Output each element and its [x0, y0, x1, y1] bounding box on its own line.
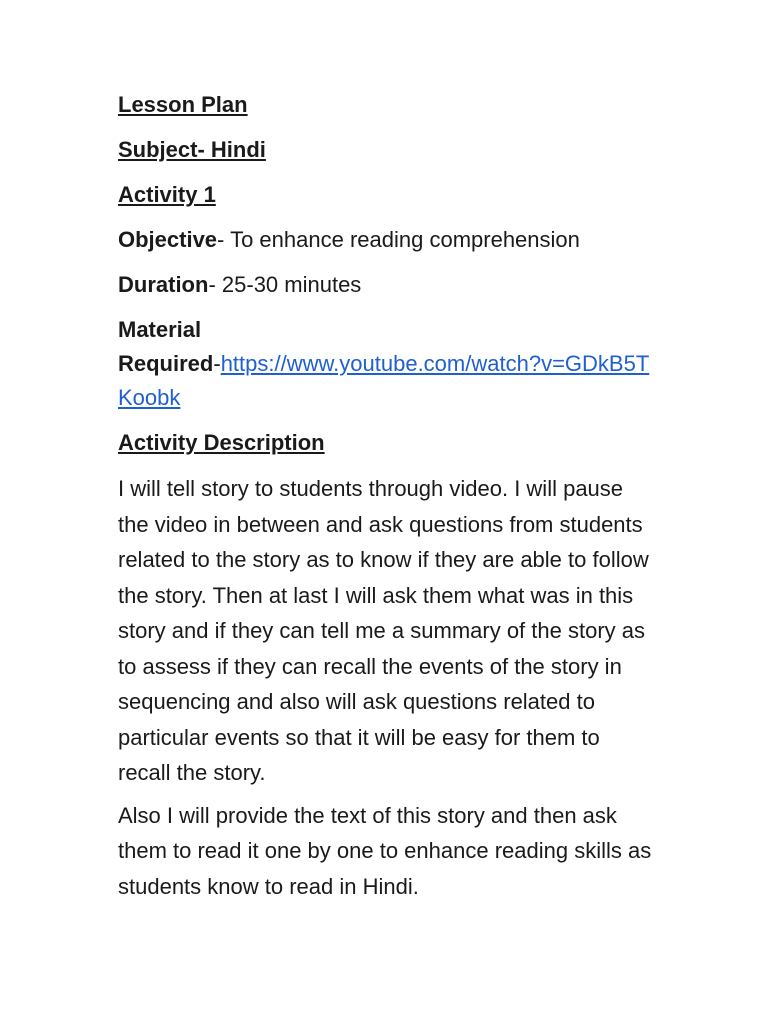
duration-value: - 25-30 minutes	[208, 272, 362, 297]
material-video-link[interactable]: https://www.youtube.com/watch?v=GDkB5TKoobk	[118, 351, 650, 410]
description-paragraph-2: Also I will provide the text of this story and then ask them to read it one by one to enhance reading skills as students know to read in Hindi.	[118, 802, 652, 899]
activity-description-heading: Activity Description	[118, 430, 325, 455]
objective-label: Objective	[118, 227, 218, 252]
document-title: Lesson Plan	[118, 92, 248, 117]
description-paragraph-1: I will tell story to students through video. I will pause the video in between and ask questions from students related to the story as to know if they are able to follow the story. Then at last I will ask them what was in this story and if they can tell me a summary of the story as to assess if they can recall the events of the story in sequencing and also will ask questions related to particular events so that it will be easy for them to recall the story.	[118, 476, 649, 785]
duration-label: Duration	[118, 272, 209, 297]
material-separator: -	[213, 351, 221, 376]
material-block	[118, 313, 658, 415]
subject-heading: Subject- Hindi	[118, 137, 266, 162]
objective-value: - To enhance reading comprehension	[217, 227, 580, 252]
objective-line	[118, 223, 658, 257]
material-label-line1: Material	[118, 317, 202, 342]
activity-heading: Activity 1	[118, 182, 216, 207]
material-label-line2: Required	[118, 351, 214, 376]
document-page	[118, 88, 658, 911]
duration-line	[118, 268, 658, 302]
